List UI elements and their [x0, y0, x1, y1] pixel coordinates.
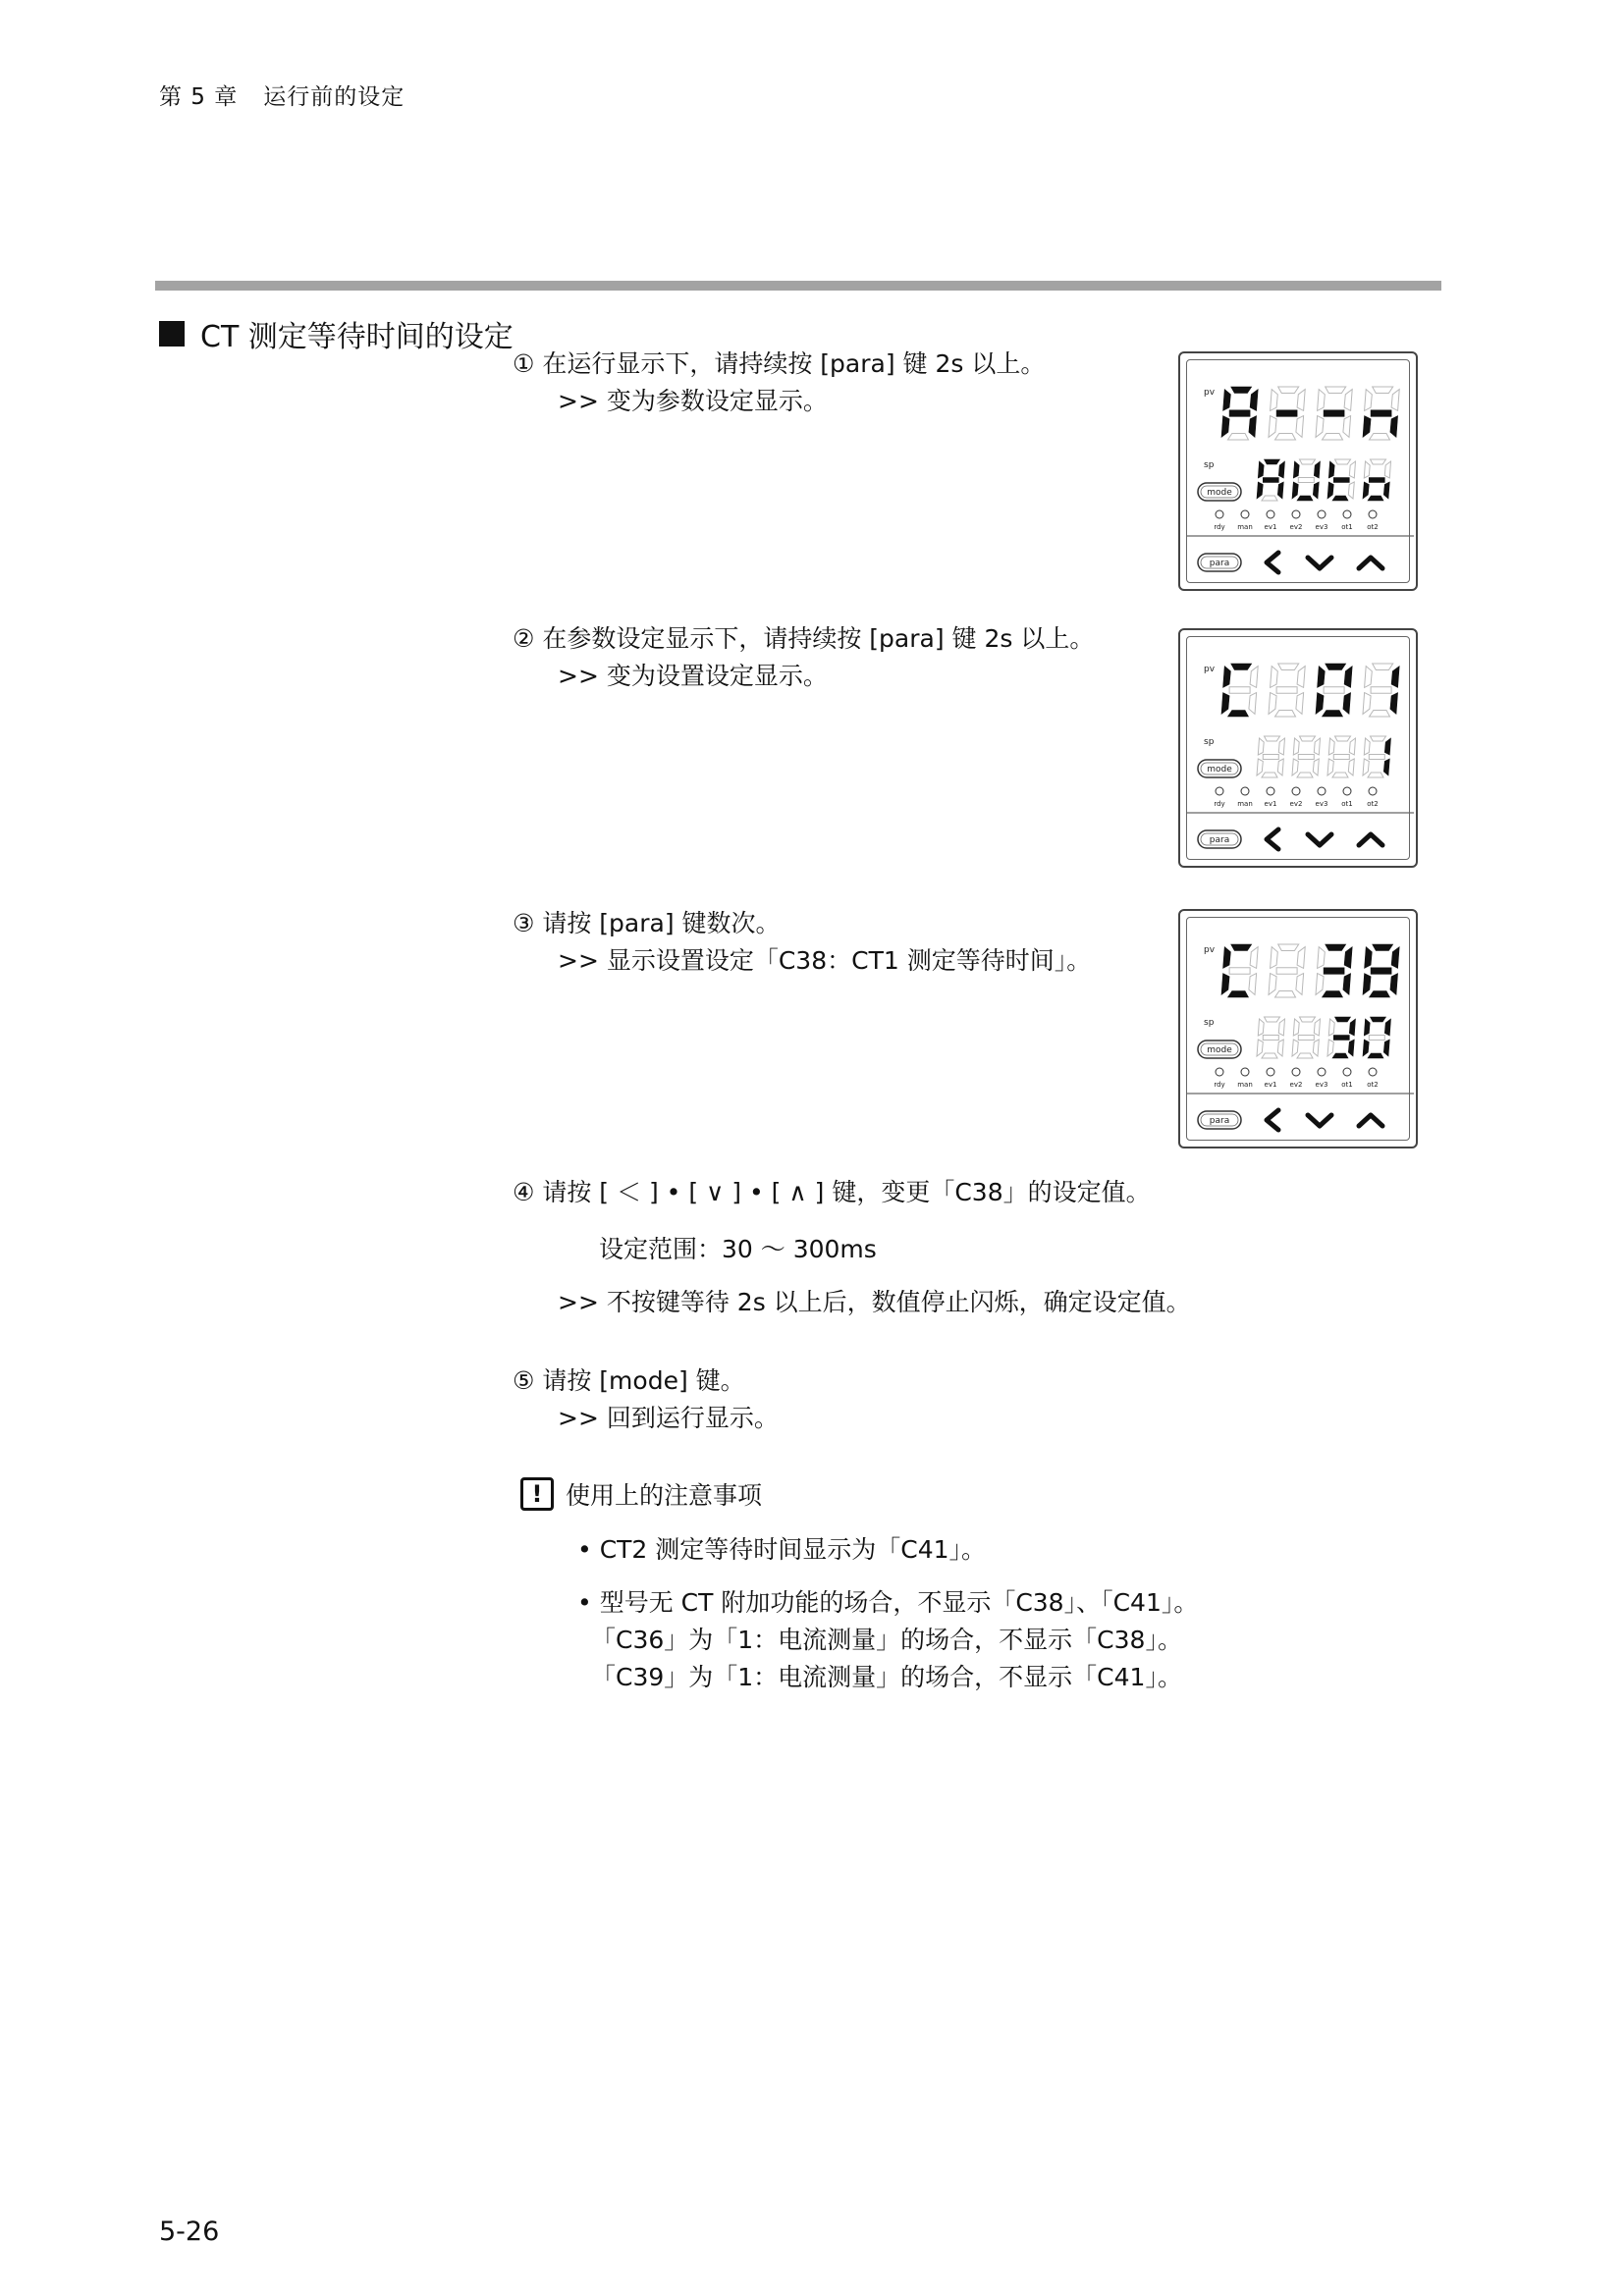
status-led-icon	[1292, 510, 1300, 518]
status-led-icon	[1292, 1068, 1300, 1076]
notice-list	[577, 1531, 1198, 1712]
status-led-label: ev1	[1264, 523, 1277, 531]
down-arrow-key-icon[interactable]	[1308, 834, 1331, 845]
chapter-title: 运行前的设定	[263, 84, 406, 110]
display-segment	[1297, 667, 1305, 688]
display-segment	[1363, 482, 1369, 499]
status-led-label: ot2	[1367, 800, 1379, 808]
display-segment	[1298, 1036, 1314, 1041]
step-4-instruction: ④ 请按 [ ＜ ] • [ ∨ ] • [ ∧ ] 键，变更「C38」的设定值。	[513, 1178, 1151, 1206]
display-segment	[1323, 711, 1343, 718]
sp-display	[1257, 459, 1391, 501]
display-segment	[1229, 687, 1250, 694]
step-3-instruction: ③ 请按 [para] 键数次。	[513, 909, 781, 937]
display-segment	[1363, 416, 1371, 438]
status-led-icon	[1216, 787, 1223, 795]
display-segment	[1371, 687, 1391, 694]
display-segment	[1257, 759, 1263, 775]
display-segment	[1383, 1040, 1389, 1056]
notice-line: • CT2 测定等待时间显示为「C41」。	[577, 1535, 987, 1564]
display-segment	[1258, 1019, 1264, 1036]
display-segment	[1257, 1040, 1263, 1056]
para-button-label: para	[1209, 1116, 1230, 1126]
display-segment	[1369, 1036, 1384, 1041]
display-segment	[1229, 968, 1250, 975]
status-led-label: ev1	[1264, 1081, 1277, 1089]
status-led-icon	[1241, 510, 1249, 518]
para-button-label: para	[1209, 559, 1230, 568]
display-segment	[1263, 478, 1278, 483]
display-segment	[1277, 1040, 1283, 1056]
display-segment	[1335, 736, 1351, 741]
status-led-icon	[1216, 1068, 1223, 1076]
display-segment	[1250, 947, 1258, 969]
display-segment	[1368, 496, 1383, 501]
display-segment	[1327, 759, 1333, 775]
step-4-result: >> 不按键等待 2s 以上后，数值停止闪烁，确定设定值。	[558, 1288, 1191, 1316]
display-segment	[1371, 410, 1391, 417]
status-led-icon	[1267, 1068, 1274, 1076]
display-segment	[1300, 1017, 1316, 1022]
sp-display	[1257, 736, 1391, 777]
controller-panel-3	[1178, 909, 1418, 1148]
left-arrow-key-icon[interactable]	[1267, 1110, 1278, 1130]
display-segment	[1296, 974, 1304, 995]
display-segment	[1328, 461, 1334, 478]
status-led-label: ot1	[1341, 523, 1353, 531]
display-segment	[1369, 755, 1384, 760]
display-segment	[1316, 974, 1324, 995]
display-segment	[1318, 667, 1326, 688]
display-segment	[1297, 947, 1305, 969]
pv-label: pv	[1204, 665, 1216, 674]
status-led-label: ot1	[1341, 1081, 1353, 1089]
display-segment	[1364, 461, 1370, 478]
display-segment	[1292, 759, 1298, 775]
display-segment	[1326, 944, 1346, 951]
display-segment	[1383, 482, 1389, 499]
status-led-icon	[1267, 787, 1274, 795]
mode-button[interactable]	[1198, 1041, 1241, 1058]
step-2-instruction: ② 在参数设定显示下，请持续按 [para] 键 2s 以上。	[513, 624, 1095, 653]
up-arrow-key-icon[interactable]	[1359, 558, 1382, 568]
notice-item	[577, 1531, 1198, 1569]
display-segment	[1391, 390, 1399, 411]
display-segment	[1349, 738, 1355, 755]
caution-icon: !	[520, 1477, 554, 1511]
mode-button-label: mode	[1207, 1045, 1232, 1055]
display-segment	[1316, 693, 1324, 715]
status-led-icon	[1369, 510, 1377, 518]
display-segment	[1324, 687, 1344, 694]
display-segment	[1373, 944, 1393, 951]
display-segment	[1364, 1019, 1370, 1036]
display-segment	[1221, 416, 1229, 438]
step-5-instruction: ⑤ 请按 [mode] 键。	[513, 1366, 745, 1395]
status-led-icon	[1369, 1068, 1377, 1076]
display-segment	[1332, 1053, 1348, 1058]
display-segment	[1370, 434, 1390, 441]
display-segment	[1349, 1019, 1355, 1036]
display-segment	[1257, 482, 1263, 499]
display-segment	[1326, 387, 1346, 394]
display-segment	[1231, 944, 1252, 951]
up-arrow-key-icon[interactable]	[1359, 834, 1382, 845]
display-segment	[1275, 711, 1296, 718]
display-segment	[1271, 947, 1278, 969]
display-segment	[1296, 693, 1304, 715]
sp-label: sp	[1204, 737, 1215, 747]
display-segment	[1332, 496, 1348, 501]
status-led-label: man	[1237, 523, 1253, 531]
section-title	[159, 312, 514, 355]
display-segment	[1373, 387, 1393, 394]
step-1-instruction: ① 在运行显示下，请持续按 [para] 键 2s 以上。	[513, 349, 1046, 378]
display-segment	[1258, 738, 1264, 755]
display-segment	[1221, 974, 1229, 995]
status-led-label: rdy	[1214, 1081, 1225, 1089]
display-segment	[1390, 974, 1398, 995]
status-led-label: ot2	[1367, 1081, 1379, 1089]
display-segment	[1324, 968, 1344, 975]
mode-button[interactable]	[1198, 483, 1241, 501]
display-segment	[1271, 390, 1278, 411]
display-segment	[1326, 664, 1346, 670]
display-segment	[1271, 667, 1278, 688]
step-4	[513, 1174, 1191, 1321]
display-segment	[1343, 693, 1351, 715]
display-segment	[1323, 434, 1343, 441]
display-segment	[1265, 459, 1280, 464]
display-segment	[1269, 416, 1276, 438]
display-segment	[1314, 461, 1320, 478]
display-segment	[1364, 738, 1370, 755]
status-led-label: ev3	[1315, 523, 1328, 531]
display-segment	[1313, 759, 1319, 775]
status-led-icon	[1292, 787, 1300, 795]
display-segment	[1384, 461, 1390, 478]
display-segment	[1327, 482, 1333, 499]
para-button[interactable]	[1198, 1111, 1241, 1129]
display-segment	[1231, 664, 1252, 670]
display-segment	[1323, 991, 1343, 998]
step-1-result: >> 变为参数设定显示。	[558, 387, 828, 415]
display-segment	[1276, 968, 1297, 975]
step-3	[513, 905, 1091, 980]
display-segment	[1318, 947, 1326, 969]
display-segment	[1265, 1017, 1280, 1022]
chapter-number: 第 5 章	[159, 84, 239, 110]
display-segment	[1363, 759, 1369, 775]
status-led-label: ot1	[1341, 800, 1353, 808]
display-segment	[1278, 387, 1299, 394]
display-segment	[1335, 459, 1351, 464]
step-1	[513, 346, 1045, 420]
pv-display	[1221, 664, 1399, 717]
notice-item	[577, 1584, 1198, 1696]
display-segment	[1371, 736, 1386, 741]
display-segment	[1297, 390, 1305, 411]
display-segment	[1368, 1053, 1383, 1058]
display-segment	[1297, 1053, 1313, 1058]
left-arrow-key-icon[interactable]	[1267, 829, 1278, 849]
display-segment	[1297, 496, 1313, 501]
display-segment	[1278, 944, 1299, 951]
display-segment	[1343, 416, 1351, 438]
display-segment	[1278, 1019, 1284, 1036]
display-segment	[1298, 478, 1314, 483]
display-segment	[1250, 667, 1258, 688]
display-segment	[1221, 693, 1229, 715]
status-led-label: rdy	[1214, 523, 1225, 531]
display-segment	[1333, 1036, 1349, 1041]
display-segment	[1229, 410, 1250, 417]
step-4-range: 设定范围：30 ～ 300ms	[599, 1235, 877, 1263]
display-segment	[1278, 461, 1284, 478]
status-led-label: ev2	[1289, 1081, 1303, 1089]
status-led-label: ev2	[1289, 800, 1303, 808]
sp-label: sp	[1204, 460, 1215, 470]
display-segment	[1223, 947, 1231, 969]
step-5-result: >> 回到运行显示。	[558, 1404, 779, 1432]
step-5	[513, 1362, 779, 1437]
notice-heading	[520, 1476, 762, 1512]
display-segment	[1300, 736, 1316, 741]
controller-panel-1	[1178, 351, 1418, 591]
display-segment	[1249, 416, 1257, 438]
display-segment	[1292, 1040, 1298, 1056]
display-segment	[1249, 693, 1257, 715]
display-segment	[1349, 461, 1355, 478]
display-segment	[1263, 755, 1278, 760]
display-segment	[1368, 773, 1383, 777]
display-segment	[1262, 1053, 1277, 1058]
para-button[interactable]	[1198, 830, 1241, 848]
pv-label: pv	[1204, 388, 1216, 398]
pv-label: pv	[1204, 945, 1216, 955]
display-segment	[1276, 687, 1297, 694]
status-led-icon	[1241, 787, 1249, 795]
display-segment	[1365, 667, 1373, 688]
page-number: 5-26	[159, 2216, 220, 2247]
display-segment	[1297, 773, 1313, 777]
display-segment	[1390, 416, 1398, 438]
display-segment	[1314, 738, 1320, 755]
display-segment	[1348, 1040, 1354, 1056]
status-led-label: ot2	[1367, 523, 1379, 531]
section-divider	[155, 281, 1441, 291]
display-segment	[1365, 390, 1373, 411]
display-segment	[1327, 1040, 1333, 1056]
display-segment	[1369, 478, 1384, 483]
display-segment	[1269, 693, 1276, 715]
mode-button[interactable]	[1198, 760, 1241, 777]
display-segment	[1262, 496, 1277, 501]
status-led-icon	[1343, 510, 1351, 518]
step-3-result: >> 显示设置设定「C38：CT1 测定等待时间」。	[558, 946, 1092, 975]
display-segment	[1278, 664, 1299, 670]
display-segment	[1314, 1019, 1320, 1036]
display-segment	[1293, 738, 1299, 755]
display-segment	[1344, 947, 1352, 969]
status-led-label: ev3	[1315, 800, 1328, 808]
status-led-label: man	[1237, 800, 1253, 808]
display-segment	[1313, 482, 1319, 499]
sp-display	[1257, 1017, 1391, 1058]
status-led-icon	[1318, 787, 1326, 795]
display-segment	[1333, 478, 1349, 483]
step-2-result: >> 变为设置设定显示。	[558, 662, 828, 690]
display-segment	[1313, 1040, 1319, 1056]
status-led-icon	[1343, 787, 1351, 795]
display-segment	[1344, 390, 1352, 411]
display-segment	[1384, 738, 1390, 755]
display-segment	[1370, 991, 1390, 998]
notice-line: • 型号无 CT 附加功能的场合，不显示「C38」、「C41」。	[577, 1588, 1199, 1617]
display-segment	[1333, 755, 1349, 760]
controller-panel-2	[1178, 628, 1418, 868]
display-segment	[1318, 390, 1326, 411]
display-segment	[1277, 759, 1283, 775]
display-segment	[1316, 416, 1324, 438]
display-segment	[1262, 773, 1277, 777]
pv-display	[1221, 944, 1399, 997]
display-segment	[1276, 410, 1297, 417]
display-segment	[1365, 947, 1373, 969]
status-led-label: ev3	[1315, 1081, 1328, 1089]
status-led-icon	[1267, 510, 1274, 518]
status-led-label: ev2	[1289, 523, 1303, 531]
up-arrow-key-icon[interactable]	[1359, 1115, 1382, 1126]
display-segment	[1390, 693, 1398, 715]
status-led-icon	[1318, 1068, 1326, 1076]
display-segment	[1391, 667, 1399, 688]
status-led-icon	[1241, 1068, 1249, 1076]
section-title-text: CT 测定等待时间的设定	[200, 320, 514, 354]
display-segment	[1223, 390, 1231, 411]
display-segment	[1371, 1017, 1386, 1022]
status-led-icon	[1343, 1068, 1351, 1076]
display-segment	[1383, 759, 1389, 775]
notice-line: 「C39」为「1：电流测量」的场合，不显示「C41」。	[591, 1663, 1182, 1691]
status-led-icon	[1369, 787, 1377, 795]
display-segment	[1269, 974, 1276, 995]
para-button[interactable]	[1198, 554, 1241, 571]
status-led-icon	[1216, 510, 1223, 518]
display-segment	[1363, 974, 1371, 995]
notice-line: 「C36」为「1：电流测量」的场合，不显示「C38」。	[591, 1626, 1182, 1654]
display-segment	[1328, 1019, 1334, 1036]
display-segment	[1363, 1040, 1369, 1056]
mode-button-label: mode	[1207, 488, 1232, 498]
down-arrow-key-icon[interactable]	[1308, 558, 1331, 568]
display-segment	[1298, 755, 1314, 760]
mode-button-label: mode	[1207, 765, 1232, 774]
display-segment	[1228, 991, 1249, 998]
display-segment	[1275, 991, 1296, 998]
display-segment	[1293, 1019, 1299, 1036]
display-segment	[1384, 1019, 1390, 1036]
display-segment	[1228, 711, 1249, 718]
display-segment	[1363, 693, 1371, 715]
display-segment	[1348, 759, 1354, 775]
display-segment	[1263, 1036, 1278, 1041]
display-segment	[1344, 667, 1352, 688]
display-segment	[1335, 1017, 1351, 1022]
status-led-label: man	[1237, 1081, 1253, 1089]
chapter-header	[159, 79, 430, 111]
display-segment	[1277, 482, 1283, 499]
display-segment	[1258, 461, 1264, 478]
sp-label: sp	[1204, 1018, 1215, 1028]
display-segment	[1292, 482, 1298, 499]
display-segment	[1324, 410, 1344, 417]
display-segment	[1249, 974, 1257, 995]
display-segment	[1223, 667, 1231, 688]
display-segment	[1228, 434, 1249, 441]
status-led-label: rdy	[1214, 800, 1225, 808]
display-segment	[1332, 773, 1348, 777]
down-arrow-key-icon[interactable]	[1308, 1115, 1331, 1126]
pv-display	[1221, 387, 1399, 440]
display-segment	[1348, 482, 1354, 499]
display-segment	[1278, 738, 1284, 755]
display-segment	[1343, 974, 1351, 995]
display-segment	[1391, 947, 1399, 969]
left-arrow-key-icon[interactable]	[1267, 553, 1278, 572]
step-2	[513, 620, 1094, 695]
display-segment	[1275, 434, 1296, 441]
display-segment	[1231, 387, 1252, 394]
display-segment	[1296, 416, 1304, 438]
display-segment	[1373, 664, 1393, 670]
square-bullet-icon	[159, 321, 185, 347]
display-segment	[1300, 459, 1316, 464]
display-segment	[1370, 711, 1390, 718]
display-segment	[1371, 459, 1386, 464]
para-button-label: para	[1209, 835, 1230, 845]
display-segment	[1371, 968, 1391, 975]
display-segment	[1293, 461, 1299, 478]
status-led-icon	[1318, 510, 1326, 518]
display-segment	[1328, 738, 1334, 755]
display-segment	[1250, 390, 1258, 411]
display-segment	[1265, 736, 1280, 741]
notice-title: 使用上的注意事项	[566, 1481, 763, 1510]
status-led-label: ev1	[1264, 800, 1277, 808]
